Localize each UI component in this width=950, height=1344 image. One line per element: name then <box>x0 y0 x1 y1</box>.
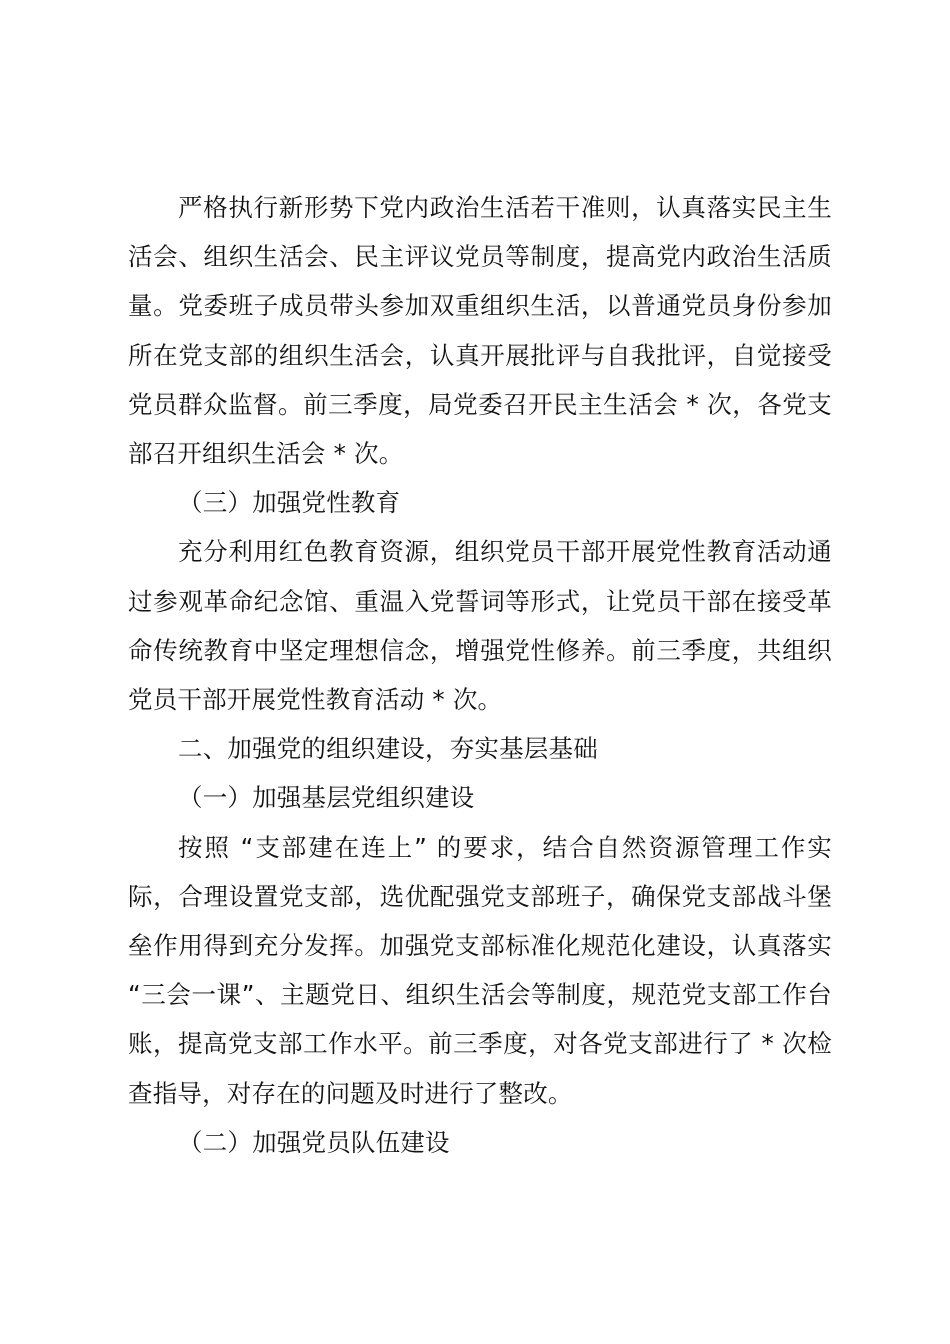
paragraph-branch-building: 按照 “支部建在连上” 的要求，结合自然资源管理工作实际，合理设置党支部，选优配强党支部班子，确保党支部战斗堡垒作用得到充分发挥。加强党支部标准化规范化建设，认真落实 “三会一课”、主题党日、组织生活会等制度，规范党支部工作台账，提高党支部工作水平。前三季度，对各党支部进行了 * 次检查指导，对存在的问题及时进行了整改。 <box>128 832 832 1108</box>
paragraph-red-education: 充分利用红色教育资源，组织党员干部开展党性教育活动通过参观革命纪念馆、重温入党誓词等形式，让党员干部在接受革命传统教育中坚定理想信念，增强党性修养。前三季度，共组织党员干部开展党性教育活动 * 次。 <box>128 537 832 715</box>
heading-section-two: 二、加强党的组织建设，夯实基层基础 <box>178 734 598 764</box>
heading-party-spirit-education: （三）加强党性教育 <box>178 488 401 518</box>
paragraph-political-life: 严格执行新形势下党内政治生活若干准则，认真落实民主生活会、组织生活会、民主评议党员等制度，提高党内政治生活质量。党委班子成员带头参加双重组织生活，以普通党员身份参加所在党支部的组织生活会，认真开展批评与自我批评，自觉接受党员群众监督。前三季度，局党委召开民主生活会 * 次，各党支部召开组织生活会 * 次。 <box>128 193 832 469</box>
heading-member-team-building: （二）加强党员队伍建设 <box>178 1127 450 1157</box>
document-body <box>128 183 832 1167</box>
heading-grassroots-organization: （一）加强基层党组织建设 <box>178 783 475 813</box>
